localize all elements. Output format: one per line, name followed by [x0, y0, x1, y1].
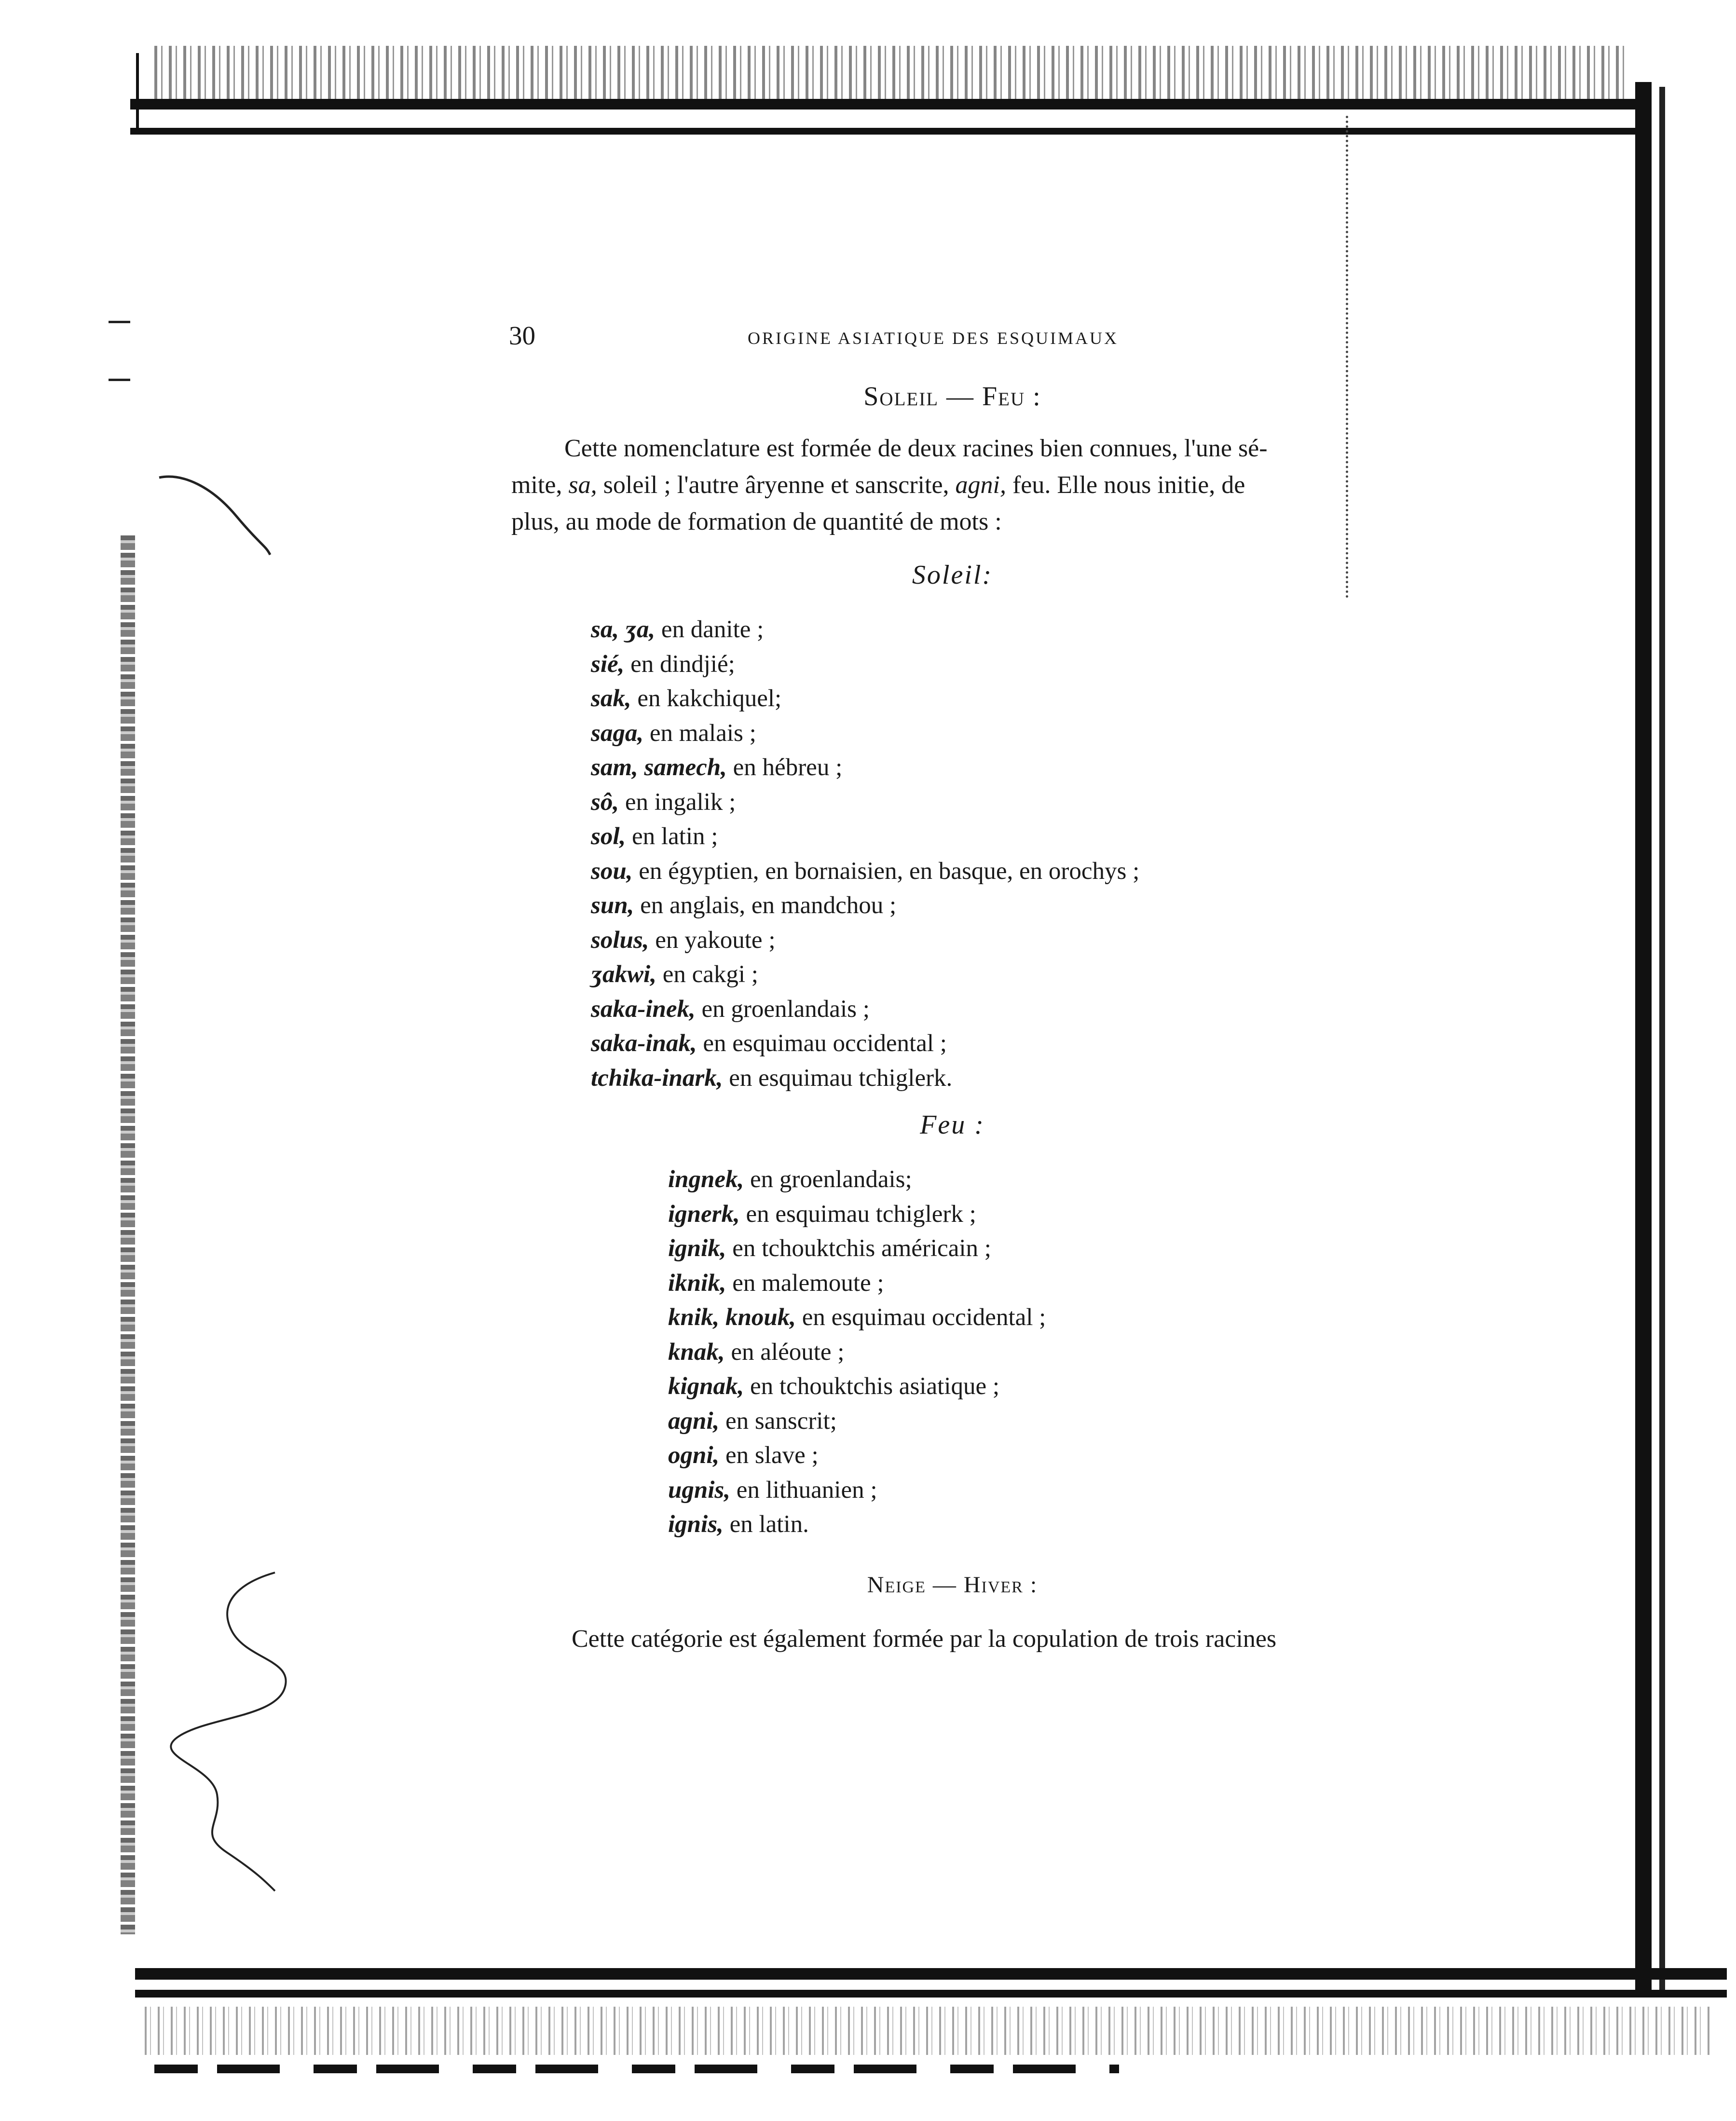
list-item: sô, en ingalik ; [591, 788, 736, 816]
scan-noise-bottom [145, 2007, 1712, 2055]
intro-line-1: Cette nomenclature est formée de deux racines bien connues, l'une sé- [564, 435, 1268, 462]
intro-paragraph [511, 430, 1380, 540]
scan-border-left-stub [136, 53, 139, 130]
scan-dashes-bottom [154, 2065, 1119, 2073]
list-item: knik, knouk, en esquimau occidental ; [668, 1304, 1046, 1331]
page-number: 30 [509, 321, 535, 350]
list-item: saga, en malais ; [591, 719, 756, 747]
list-item: ʒakwi, en cakgi ; [591, 961, 758, 988]
list-item: saka-inek, en groenlandais ; [591, 995, 870, 1023]
scan-squiggle [154, 473, 280, 560]
list-item: ogni, en slave ; [668, 1442, 819, 1469]
list-item: sou, en égyptien, en bornaisien, en basque, en orochys ; [591, 857, 1140, 885]
scan-border-right [1635, 82, 1652, 1992]
list-item: iknik, en malemoute ; [668, 1269, 884, 1297]
subheading-feu: Feu : [920, 1110, 985, 1140]
closing-paragraph: Cette catégorie est également formée par la copulation de trois racines [572, 1625, 1277, 1653]
list-item: sak, en kakchiquel; [591, 685, 782, 712]
list-item: ugnis, en lithuanien ; [668, 1476, 877, 1504]
running-title: ORIGINE ASIATIQUE DES ESQUIMAUX [748, 328, 1119, 348]
list-item: kignak, en tchouktchis asiatique ; [668, 1373, 999, 1400]
list-item: tchika-inark, en esquimau tchiglerk. [591, 1064, 953, 1092]
list-item: agni, en sanscrit; [668, 1407, 837, 1435]
intro-line-2: mite, sa, soleil ; l'autre âryenne et sanscrite, agni, feu. Elle nous initie, de [511, 471, 1245, 499]
subheading-soleil: Soleil: [912, 560, 993, 590]
intro-line-3: plus, au mode de formation de quantité de mots : [511, 508, 1002, 535]
list-item: sié, en dindjié; [591, 650, 735, 678]
section-heading-neige-hiver: Neige — Hiver : [867, 1572, 1038, 1598]
scan-border-top [130, 99, 1650, 109]
scan-border-bottom-inner [135, 1990, 1727, 1998]
section-heading-soleil-feu: Soleil — Feu : [863, 382, 1041, 411]
scan-border-top-inner [130, 128, 1650, 135]
list-item: saka-inak, en esquimau occidental ; [591, 1030, 947, 1057]
scan-border-bottom [135, 1968, 1727, 1980]
scan-border-right-inner [1659, 87, 1665, 1992]
feu-word-list [668, 1163, 1046, 1542]
scan-noise-top [154, 46, 1626, 99]
list-item: solus, en yakoute ; [591, 926, 776, 954]
list-item: ignerk, en esquimau tchiglerk ; [668, 1200, 976, 1228]
list-item: knak, en aléoute ; [668, 1338, 845, 1366]
list-item: sa, ʒa, en danite ; [591, 616, 764, 643]
list-item: sam, samech, en hébreu ; [591, 754, 843, 781]
list-item: ingnek, en groenlandais; [668, 1166, 912, 1193]
scan-mark [109, 321, 130, 323]
soleil-word-list [591, 613, 1139, 1095]
list-item: sol, en latin ; [591, 823, 718, 850]
scan-border-left [121, 535, 135, 1934]
list-item: ignik, en tchouktchis américain ; [668, 1235, 991, 1262]
list-item: ignis, en latin. [668, 1511, 809, 1538]
list-item: sun, en anglais, en mandchou ; [591, 892, 897, 919]
scan-squiggle [169, 1563, 314, 1901]
